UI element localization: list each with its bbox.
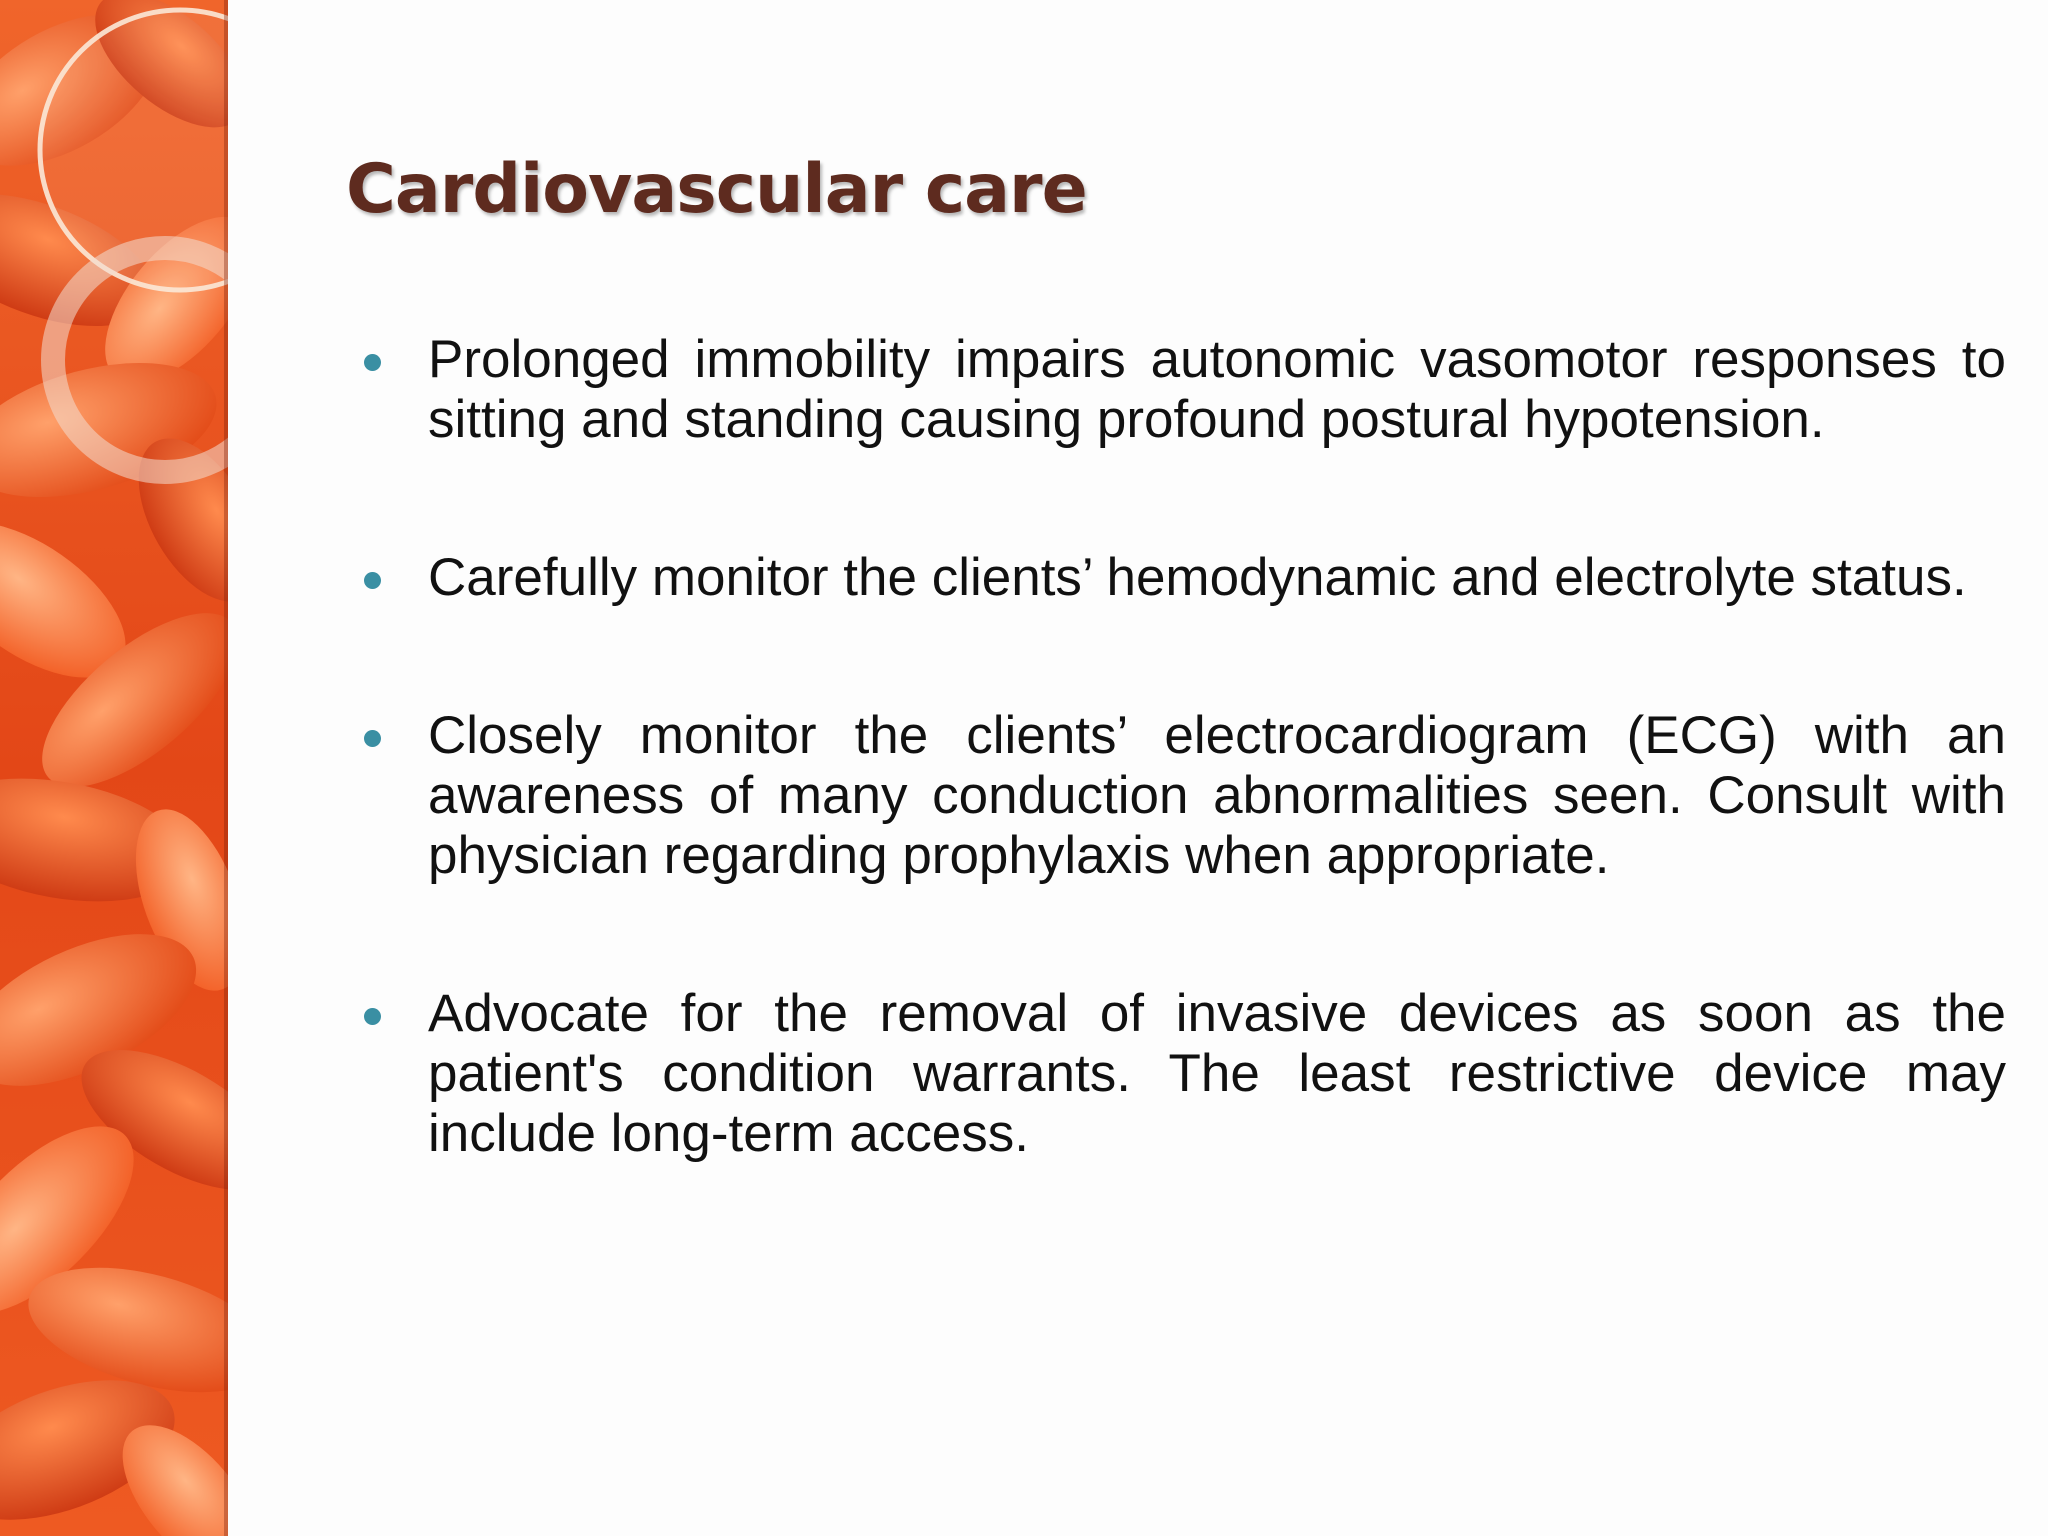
slide-content xyxy=(346,0,2006,1536)
decorative-petal-panel xyxy=(0,0,228,1536)
slide-title: Cardiovascular care xyxy=(346,150,1087,229)
bullet-marker-icon xyxy=(364,572,381,589)
bullet-marker-icon xyxy=(364,354,381,371)
bullet-text: Prolonged immobility impairs autonomic vasomotor responses to sitting and standing causing profound postural hypotension. xyxy=(428,330,2006,449)
bullet-text: Carefully monitor the clients’ hemodynamic and electrolyte status. xyxy=(428,548,1967,607)
bullet-marker-icon xyxy=(364,1008,381,1025)
bullet-text: Closely monitor the clients’ electrocardiogram (ECG) with an awareness of many conduction abnormalities seen. Consult with physician regarding prophylaxis when appropriate. xyxy=(428,706,2006,885)
bullet-item xyxy=(346,706,2006,886)
petal-illustration xyxy=(0,0,228,1536)
bullet-text: Advocate for the removal of invasive devices as soon as the patient's condition warrants. The least restrictive device may include long-term access. xyxy=(428,984,2006,1163)
bullet-item xyxy=(346,984,2006,1164)
bullet-marker-icon xyxy=(364,730,381,747)
bullet-item xyxy=(346,330,2006,450)
bullet-item xyxy=(346,548,2006,608)
bullet-list xyxy=(346,330,2006,1164)
